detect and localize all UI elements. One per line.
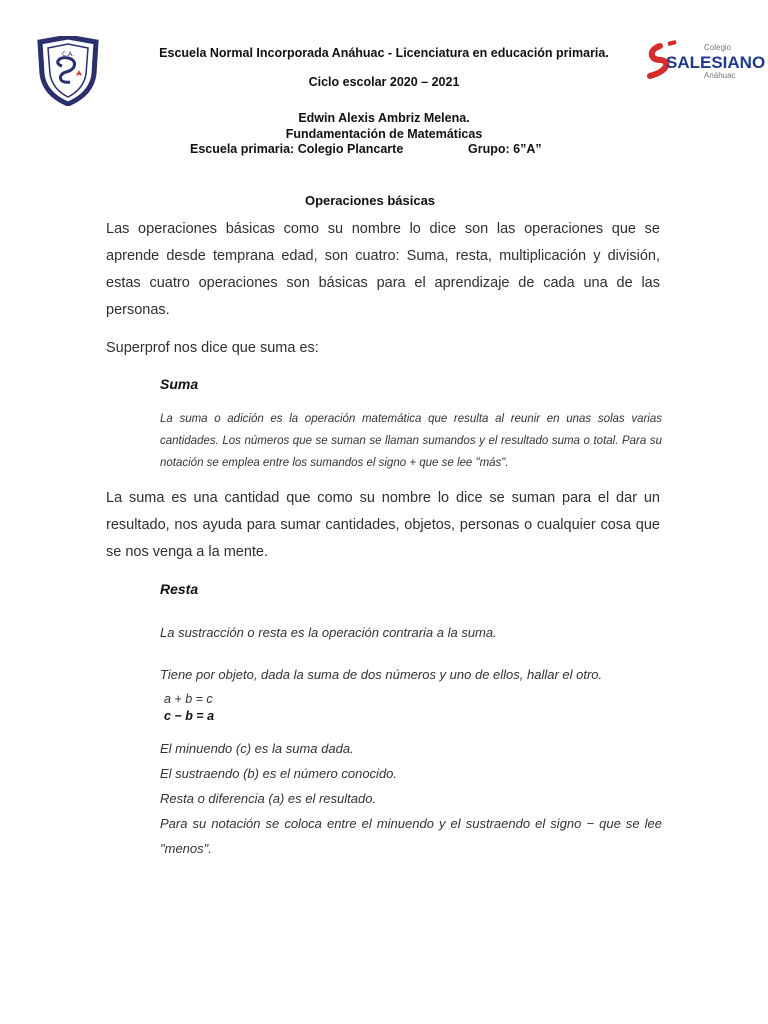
- resta-objective: Tiene por objeto, dada la suma de dos números y uno de ellos, hallar el otro.: [160, 667, 603, 682]
- document-title: Operaciones básicas: [304, 193, 436, 208]
- header-group: Grupo: 6”A”: [468, 142, 542, 156]
- suma-heading: Suma: [160, 376, 199, 392]
- resta-term-line: Resta o diferencia (a) es el resultado.: [160, 791, 377, 806]
- suma-quote: La suma o adición es la operación matemática que resulta al reunir en unas solas varias cantidades. Los números que se suman se llaman sumandos y el resultado suma o total. Para su notación se emplea entre los sumandos el signo + que se lee "más".: [160, 413, 662, 469]
- shield-text: C.A.: [62, 51, 75, 58]
- brand-main-text: SALESIANO: [666, 53, 766, 72]
- resta-heading: Resta: [160, 581, 199, 597]
- header-author: Edwin Alexis Ambriz Melena.: [298, 111, 470, 125]
- resta-term-line: Para su notación se coloca entre el minuendo y el sustraendo el signo − que se lee "menos".: [160, 816, 662, 856]
- equation-addition: a + b = c: [164, 692, 213, 706]
- header-block: [0, 110, 768, 142]
- header-school-year: Ciclo escolar 2020 – 2021: [308, 75, 460, 89]
- source-line: Superprof nos dice que suma es:: [106, 340, 319, 356]
- resta-terms: [160, 736, 662, 861]
- intro-paragraph: Las operaciones básicas como su nombre lo dice son las operaciones que se aprende desde temprana edad, son cuatro: Suma, resta, multiplicación y división, estas cuatro operaciones son básicas para el aprendizaje de cada una de las personas.: [106, 221, 660, 318]
- resta-definition: La sustracción o resta es la operación contraria a la suma.: [160, 625, 497, 640]
- resta-term-line: El sustraendo (b) es el número conocido.: [160, 766, 398, 781]
- equation-subtraction: c − b = a: [164, 709, 215, 723]
- header-institution: Escuela Normal Incorporada Anáhuac - Licenciatura en educación primaria.: [159, 46, 609, 60]
- header-school: Escuela primaria: Colegio Plancarte: [190, 142, 404, 156]
- resta-term-line: El minuendo (c) es la suma dada.: [160, 741, 354, 756]
- header-course: Fundamentación de Matemáticas: [285, 127, 483, 141]
- suma-explanation: La suma es una cantidad que como su nombre lo dice se suman para el dar un resultado, nos ayuda para sumar cantidades, objetos, personas o cualquier cosa que se nos venga a la mente.: [106, 490, 660, 560]
- brand-top-text: Colegio: [704, 43, 732, 52]
- brand-bottom-text: Anáhuac: [704, 71, 736, 80]
